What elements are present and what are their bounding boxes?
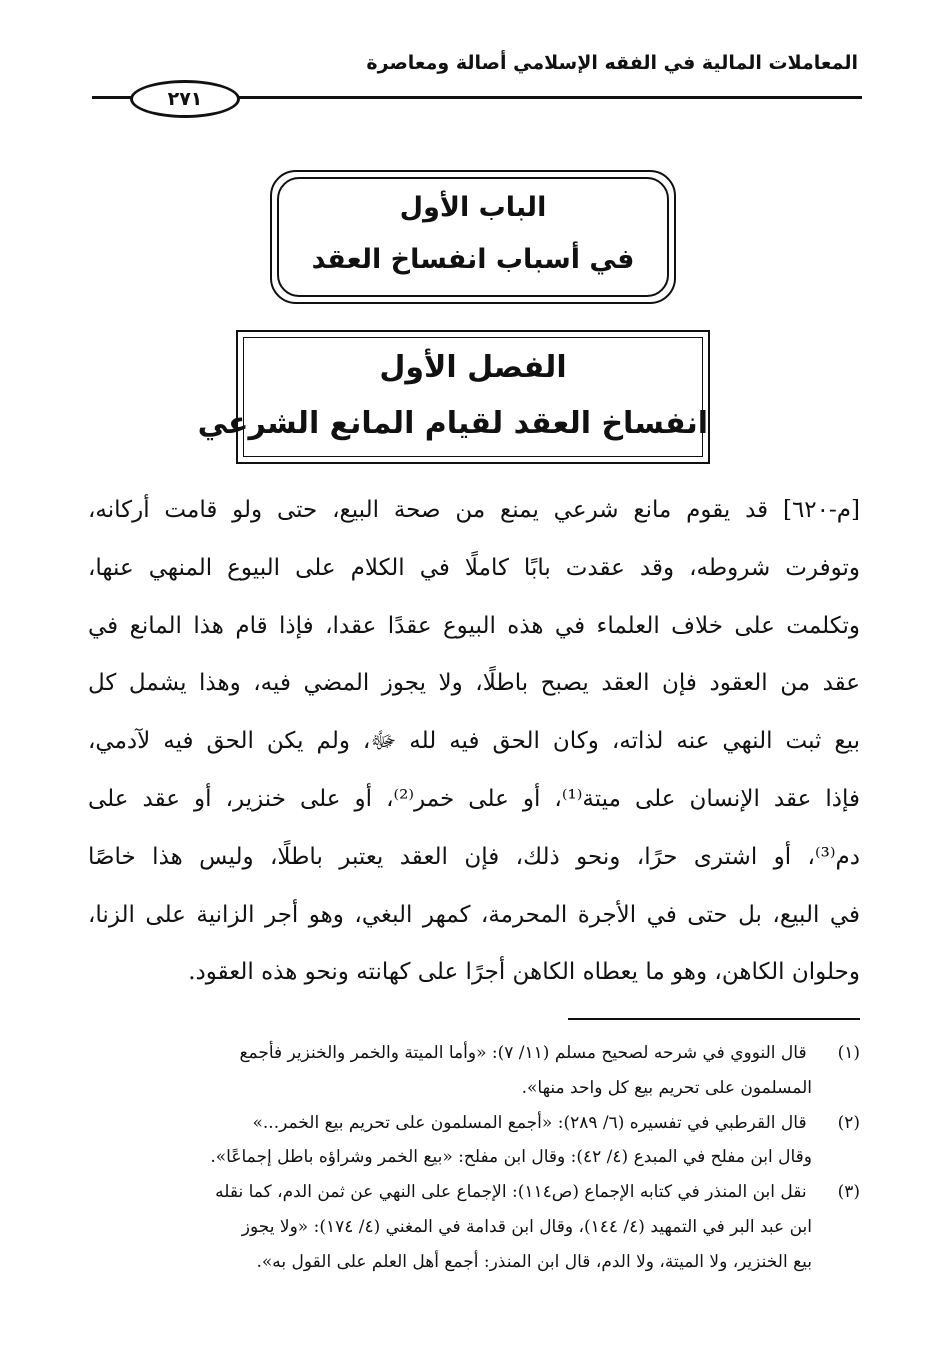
footnote-text: بيع الخنزير، ولا الميتة، ولا الدم، قال ابن المنذر: أجمع أهل العلم على القول به».	[256, 1251, 812, 1272]
running-header: المعاملات المالية في الفقه الإسلامي أصالة ومعاصرة	[366, 52, 858, 74]
footnote-separator	[568, 1018, 860, 1020]
body-line: [م-٦٢٠] قد يقوم مانع شرعي يمنع من صحة البيع، حتى ولو قامت أركانه،	[88, 497, 860, 523]
body-text	[88, 482, 860, 1002]
footnotes	[88, 1036, 860, 1280]
body-line: وحلوان الكاهن، وهو ما يعطاه الكاهن أجرًا على كهانته ونحو هذه العقود.	[188, 959, 860, 986]
body-line: وتكلمت على خلاف العلماء في هذه البيوع عقدًا عقدا، فإذا قام هذا المانع في	[88, 612, 860, 639]
footnote-2	[88, 1106, 860, 1176]
body-line: فإذا عقد الإنسان على ميتة⁽¹⁾، أو على خمر⁽²⁾، أو على خنزير، أو عقد على	[88, 785, 860, 812]
footnote-1	[88, 1036, 860, 1106]
fasl-subtitle: انفساخ العقد لقيام المانع الشرعي	[197, 406, 708, 441]
footnote-number: (١)	[837, 1043, 860, 1063]
page-number: ٢٧١	[130, 80, 240, 118]
footnote-text: قال النووي في شرحه لصحيح مسلم (١١/ ٧): «وأما الميتة والخمر والخنزير فأجمع	[239, 1043, 807, 1063]
body-line: وتوفرت شروطه، وقد عقدت بابًا كاملًا في الكلام على البيوع المنهي عنها،	[88, 554, 860, 581]
body-line: عقد من العقود فإن العقد يصبح باطلًا، ولا يجوز المضي فيه، وهذا يشمل كل	[88, 670, 860, 697]
footnote-3	[88, 1175, 860, 1279]
footnote-text: قال القرطبي في تفسيره (٦/ ٢٨٩): «أجمع المسلمون على تحريم بيع الخمر...»	[252, 1112, 807, 1133]
footnote-text: المسلمون على تحريم بيع كل واحد منها».	[521, 1077, 812, 1098]
fasl-title-box	[197, 330, 710, 464]
footnote-text: نقل ابن المنذر في كتابه الإجماع (ص١١٤): الإجماع على النهي عن ثمن الدم، كما نقله	[215, 1182, 807, 1203]
body-line: بيع ثبت النهي عنه لذاته، وكان الحق فيه لله ﷻ، ولم يكن الحق فيه لآدمي،	[88, 728, 860, 755]
fasl-title: الفصل الأول	[379, 350, 567, 385]
footnote-text: ابن عبد البر في التمهيد (٤/ ١٤٤)، وقال ابن قدامة في المغني (٤/ ١٧٤): «ولا يجوز	[241, 1216, 812, 1237]
bab-title: الباب الأول	[399, 192, 547, 223]
bab-title-box	[270, 170, 676, 304]
footnote-number: (٢)	[837, 1112, 860, 1133]
footnote-number: (٣)	[837, 1182, 860, 1203]
footnote-text: وقال ابن مفلح في المبدع (٤/ ٤٢): وقال ابن مفلح: «بيع الخمر وشراؤه باطل إجماعًا».	[210, 1147, 812, 1168]
body-line: في البيع، بل حتى في الأجرة المحرمة، كمهر البغي، وهو أجر الزانية على الزنا،	[88, 901, 860, 928]
body-line: دم⁽³⁾، أو اشترى حرًا، ونحو ذلك، فإن العقد يعتبر باطلًا، وليس هذا خاصًا	[88, 843, 860, 870]
bab-subtitle: في أسباب انفساخ العقد	[311, 244, 635, 275]
